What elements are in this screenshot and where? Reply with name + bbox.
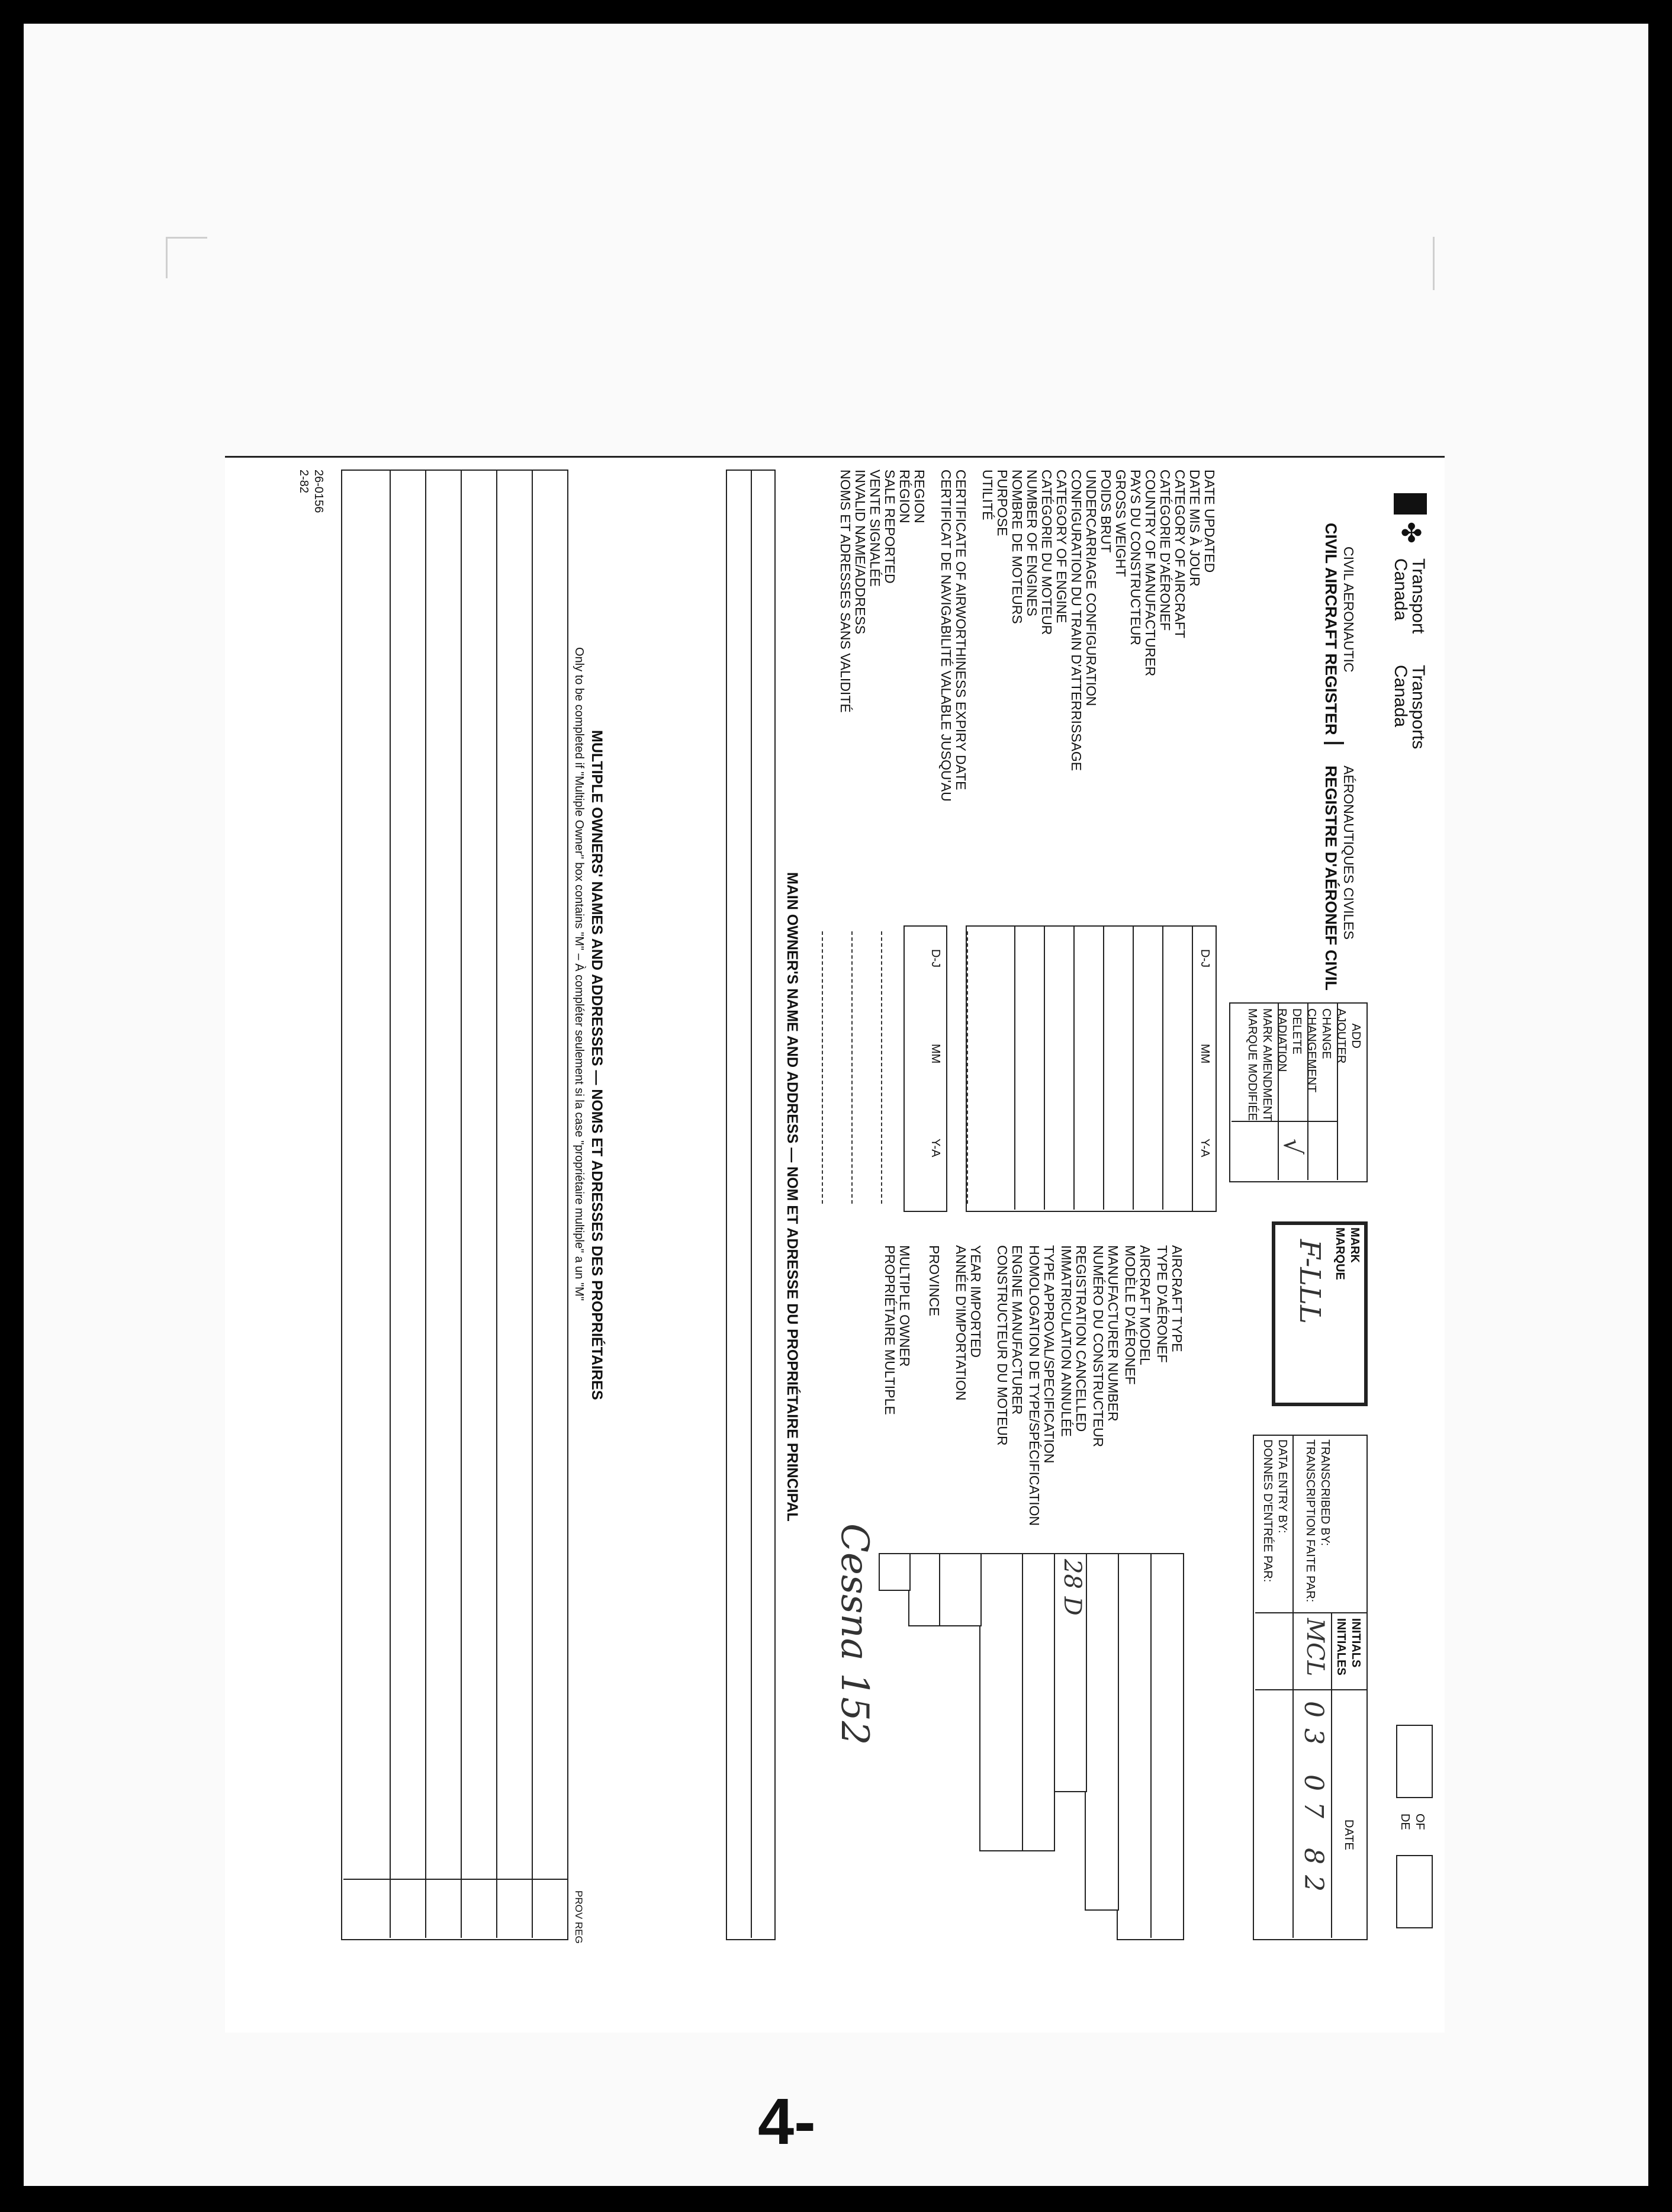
multiple-owners-note: Only to be completed if "Multiple Owner" box contains "M" – À compléter seulement si la case "propriétaire multiple" a un "M"	[573, 647, 586, 1301]
initials-line	[1292, 1435, 1294, 1938]
field-gross-weight: GROSS WEIGHT POIDS BRUT	[1098, 470, 1128, 577]
title-en-small: CIVIL AERONAUTIC	[1341, 546, 1356, 673]
row-line	[425, 470, 426, 1938]
agency-fr: Transports Canada	[1391, 665, 1428, 750]
crop-mark	[1433, 237, 1435, 290]
crop-mark	[166, 237, 207, 239]
row-line	[532, 470, 533, 1938]
coa-dj: D-J	[929, 949, 942, 968]
main-owner-heading: MAIN OWNER'S NAME AND ADDRESS — NOM ET ADRESSE DU PROPRIÉTAIRE PRINCIPAL	[784, 872, 800, 1522]
action-box-divider	[1232, 1121, 1338, 1122]
field-multiple-owner: MULTIPLE OWNER PROPRIÉTAIRE MULTIPLE	[882, 1245, 912, 1415]
col-line	[343, 1879, 568, 1880]
action-box-line	[1337, 1002, 1338, 1180]
field-aircraft-model: AIRCRAFT MODEL MODÈLE D'AÉRONEF	[1123, 1245, 1153, 1385]
field-aircraft-type: AIRCRAFT TYPE TYPE D'AÉRONEF	[1155, 1245, 1185, 1363]
canada-flag-logo	[1394, 493, 1427, 515]
maple-leaf-icon: ✤	[1396, 522, 1425, 544]
date-label: DATE	[1342, 1819, 1355, 1850]
field-type-approval: TYPE APPROVAL/SPECIFICATION HOMOLOGATION DE TYPE/SPÉCIFICATION	[1027, 1245, 1057, 1526]
field-region: REGION RÉGION	[897, 470, 927, 523]
scanned-sheet	[24, 24, 1648, 2186]
year-imported-box	[938, 1553, 982, 1626]
multiple-owners-heading: MULTIPLE OWNERS' NAMES AND ADDRESSES — NOMS ET ADRESSES DES PROPRIÉTAIRES	[589, 730, 605, 1400]
scan-mark: 4-	[758, 2085, 816, 2158]
agency-en: Transport Canada	[1391, 558, 1428, 634]
title-fr-small: AÉRONAUTIQUES CIVILES	[1341, 766, 1356, 940]
row-line	[1044, 925, 1045, 1210]
field-sale-reported: SALE REPORTED VENTE SIGNALÉE	[867, 470, 898, 587]
row-line	[1150, 1553, 1152, 1938]
dashed-entry-line	[851, 931, 853, 1204]
field-category-engine: CATEGORY OF ENGINE CATÉGORIE DU MOTEUR	[1039, 470, 1069, 635]
field-category-aircraft: CATEGORY OF AIRCRAFT CATÉGORIE D'AÉRONEF	[1157, 470, 1188, 638]
page-total-box	[1396, 1855, 1433, 1928]
date-col-dj: D-J	[1198, 949, 1211, 968]
manufacturer-number-box	[1085, 1553, 1119, 1911]
initials-value: MCL	[1301, 1618, 1329, 1677]
action-box-line	[1307, 1002, 1308, 1180]
initials-divider	[1255, 1689, 1368, 1690]
registration-cancelled-value: 28 D	[1059, 1559, 1086, 1616]
row-line	[390, 470, 391, 1938]
prov-reg-label: PROV REG	[573, 1891, 584, 1944]
row-line	[1162, 925, 1163, 1210]
left-entry-block	[966, 925, 1193, 1212]
field-registration-cancelled: REGISTRATION CANCELLED IMMATRICULATION ANNULÉE	[1059, 1245, 1089, 1437]
crop-mark	[166, 237, 168, 278]
field-year-imported: YEAR IMPORTED ANNÉE D'IMPORTATION	[953, 1245, 983, 1401]
coa-date-box	[903, 925, 947, 1212]
title-fr: REGISTRE D'AÉRONEF CIVIL	[1322, 766, 1340, 991]
date-col-ya: Y-A	[1198, 1139, 1211, 1158]
coa-ya: Y-A	[929, 1139, 942, 1158]
multiple-owners-grid	[341, 470, 568, 1940]
type-approval-box	[1021, 1553, 1055, 1851]
dashed-entry-line	[822, 931, 823, 1204]
field-manufacturer-number: MANUFACTURER NUMBER NUMÉRO DU CONSTRUCTEUR	[1091, 1245, 1121, 1448]
province-box	[908, 1553, 940, 1626]
of-label: OF DE	[1398, 1814, 1426, 1830]
row-line	[1133, 925, 1134, 1210]
row-line	[1073, 925, 1075, 1210]
field-engine-manufacturer: ENGINE MANUFACTURER CONSTRUCTEUR DU MOTEUR	[995, 1245, 1025, 1446]
left-field-labels	[838, 470, 1217, 943]
title-divider	[1324, 742, 1344, 744]
title-en: CIVIL AIRCRAFT REGISTER	[1322, 523, 1340, 735]
transcribed-label: TRANSCRIBED BY: TRANSCRIPTION FAITE PAR:	[1304, 1439, 1332, 1603]
row-line	[461, 470, 462, 1938]
dashed-entry-line	[881, 931, 882, 1204]
date-col-mm: MM	[1198, 1044, 1211, 1064]
field-country-manufacturer: COUNTRY OF MANUFACTURER PAYS DU CONSTRUCTEUR	[1128, 470, 1158, 677]
field-undercarriage: UNDERCARRIAGE CONFIGURATION CONFIGURATION DU TRAIN D'ATTERRISSAGE	[1069, 470, 1099, 771]
field-purpose: PURPOSE UTILITÉ	[980, 470, 1010, 536]
date-header-box	[1191, 925, 1217, 1212]
row-line	[1014, 925, 1015, 1210]
action-add: ADD AJOUTER	[1335, 1008, 1362, 1064]
field-coa-expiry: CERTIFICATE OF AIRWORTHINESS EXPIRY DATE CERTIFICAT DE NAVIGABILITÉ VALABLE JUSQU'AU	[938, 470, 969, 802]
field-date-updated: DATE UPDATED DATE MIS À JOUR	[1187, 470, 1217, 587]
initials-line	[1331, 1612, 1332, 1938]
engine-manufacturer-box	[979, 1553, 1023, 1851]
dashed-entry-line	[967, 931, 968, 1204]
initials-label: INITIALS INITIALES	[1335, 1618, 1362, 1676]
aircraft-model-note: Cessna 152	[832, 1523, 876, 1745]
register-form	[225, 456, 1445, 2031]
field-province: PROVINCE	[927, 1245, 942, 1317]
date-value: 03 07 82	[1298, 1701, 1329, 1902]
page-box	[1396, 1725, 1433, 1798]
initials-divider	[1255, 1612, 1368, 1613]
action-amend: MARK AMENDMENT MARQUE MODIFIÉE	[1246, 1008, 1274, 1122]
row-line	[496, 470, 497, 1938]
data-entry-label: DATA ENTRY BY: DONNES D'ENTRÉE PAR:	[1261, 1439, 1289, 1583]
field-invalid-address: INVALID NAME/ADDRESS NOMS ET ADRESSES SANS VALIDITÉ	[838, 470, 868, 713]
action-change: CHANGE CHANGEMENT	[1305, 1008, 1333, 1093]
row-line	[1103, 925, 1104, 1210]
form-number: 26-0156 2-82	[297, 470, 325, 513]
coa-mm: MM	[929, 1044, 942, 1064]
multiple-owner-box	[879, 1553, 911, 1591]
action-delete: DELETE RADIATION	[1275, 1008, 1303, 1072]
row-line	[751, 470, 752, 1938]
mark-value: F-LLL	[1293, 1239, 1326, 1324]
mark-label: MARK MARQUE	[1333, 1227, 1361, 1280]
delete-checkmark: √	[1278, 1139, 1307, 1155]
field-number-engines: NUMBER OF ENGINES NOMBRE DE MOTEURS	[1009, 470, 1040, 624]
